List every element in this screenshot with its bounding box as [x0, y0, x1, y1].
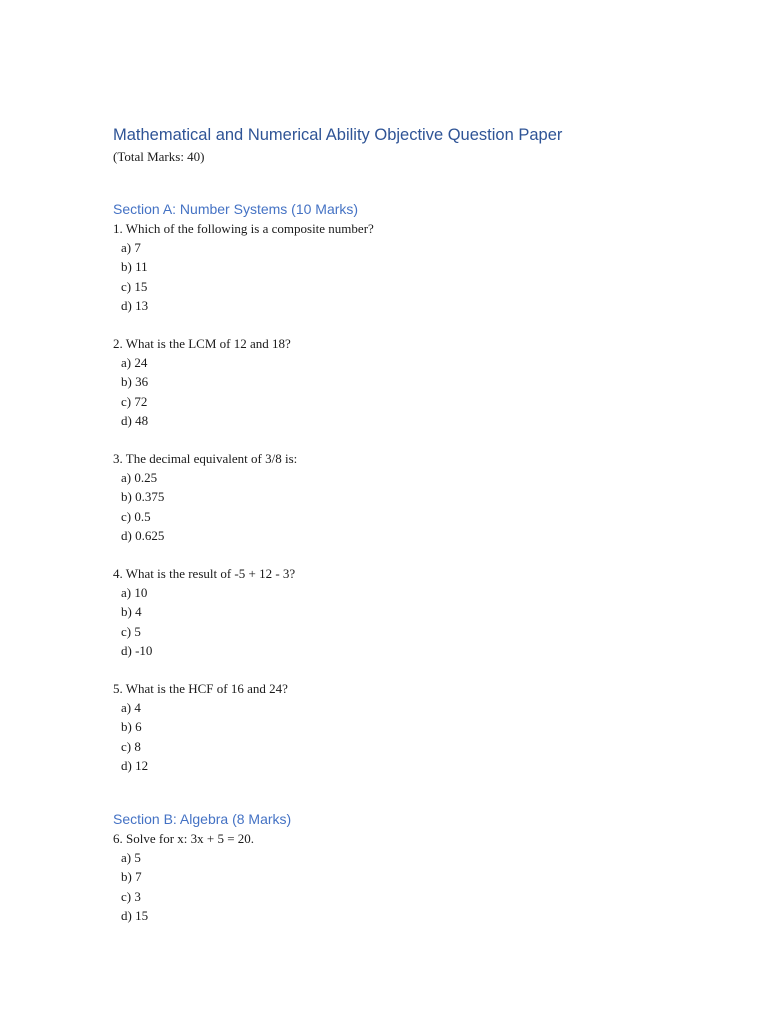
option-b: b) 0.375	[121, 489, 165, 505]
option-d: d) 0.625	[121, 527, 165, 543]
question-text: 6. Solve for x: 3x + 5 = 20.	[113, 831, 255, 847]
question-text: 1. Which of the following is a composite number?	[113, 221, 374, 236]
option-b: b) 7	[121, 869, 142, 885]
question-1	[113, 219, 713, 315]
question-text: 4. What is the result of -5 + 12 - 3?	[113, 566, 296, 582]
option-c: c) 72	[121, 393, 148, 409]
question-text: 3. The decimal equivalent of 3/8 is:	[113, 451, 298, 467]
option-c: c) 3	[121, 888, 141, 904]
section-a-heading: Section A: Number Systems (10 Marks)	[113, 201, 359, 217]
document-title: Mathematical and Numerical Ability Objective Question Paper	[113, 126, 563, 144]
option-b: b) 11	[121, 259, 148, 275]
option-c: c) 15	[121, 278, 148, 294]
question-text: 5. What is the HCF of 16 and 24?	[113, 681, 288, 697]
option-d: d) 12	[121, 757, 149, 773]
option-list	[113, 468, 713, 545]
option-list	[113, 698, 713, 775]
option-list	[113, 353, 713, 430]
option-d: d) 15	[121, 907, 149, 923]
option-list	[113, 583, 713, 660]
option-c: c) 0.5	[121, 508, 151, 524]
option-c: c) 5	[121, 623, 141, 639]
option-d: d) -10	[121, 642, 153, 658]
option-list	[113, 848, 713, 925]
option-c: c) 8	[121, 738, 141, 754]
total-marks: (Total Marks: 40)	[113, 149, 205, 164]
option-b: b) 4	[121, 604, 142, 620]
option-d: d) 48	[121, 412, 149, 428]
question-4	[113, 564, 713, 660]
document-page	[113, 124, 713, 925]
option-a: a) 0.25	[121, 470, 158, 486]
question-6	[113, 829, 713, 925]
option-a: a) 24	[121, 355, 148, 371]
question-5	[113, 679, 713, 775]
question-text: 2. What is the LCM of 12 and 18?	[113, 336, 291, 352]
option-a: a) 5	[121, 850, 141, 866]
option-d: d) 13	[121, 297, 149, 313]
option-list	[113, 238, 713, 315]
option-b: b) 36	[121, 374, 149, 390]
option-a: a) 10	[121, 585, 148, 601]
option-a: a) 7	[121, 240, 141, 256]
option-b: b) 6	[121, 719, 142, 735]
question-2	[113, 334, 713, 430]
question-3	[113, 449, 713, 545]
option-a: a) 4	[121, 700, 141, 716]
section-b-heading: Section B: Algebra (8 Marks)	[113, 811, 292, 828]
